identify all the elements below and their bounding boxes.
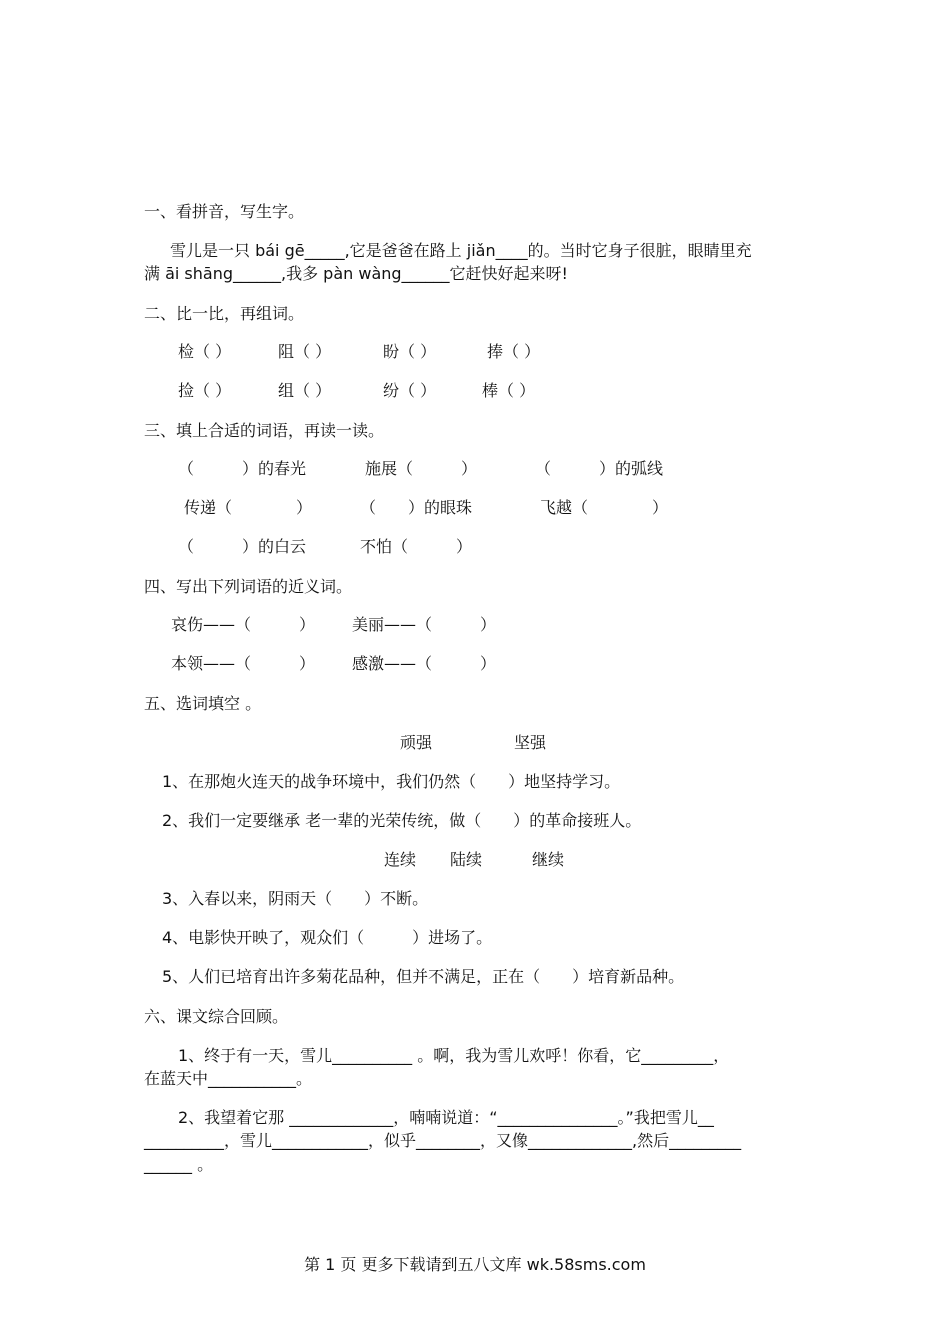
word-choice: 继续 xyxy=(532,850,565,869)
review-2-line-1: 2、我望着它那 _____________，喃喃说道：“_______________。”我把雪儿__ xyxy=(178,1108,714,1127)
section-5-heading: 五、选词填空 。 xyxy=(144,694,262,713)
page-footer: 第 1 页 更多下载请到五八文库 wk.58sms.com xyxy=(304,1255,646,1274)
compare-item: 盼（ ） xyxy=(383,342,437,361)
review-1-line-2: 在蓝天中___________。 xyxy=(144,1069,313,1088)
section-3-heading: 三、填上合适的词语，再读一读。 xyxy=(144,421,385,440)
section-1-line-1: 雪儿是一只 bái gē_____,它是爸爸在路上 jiǎn____的。当时它身子很脏，眼睛里充 xyxy=(170,241,752,260)
compare-item: 捧（ ） xyxy=(487,342,541,361)
section-6-heading: 六、课文综合回顾。 xyxy=(144,1007,289,1026)
word-choice: 连续 xyxy=(384,850,417,869)
fill-phrase: 飞越（ ） xyxy=(540,498,669,517)
question-2: 2、我们一定要继承 老一辈的光荣传统，做（ ）的革命接班人。 xyxy=(162,811,642,830)
word-choice: 顽强 xyxy=(400,733,433,752)
review-2-line-2: __________，雪儿____________，似乎________，又像_____________,然后_________ xyxy=(144,1131,742,1150)
section-4-heading: 四、写出下列词语的近义词。 xyxy=(144,577,353,596)
fill-phrase: （ ）的眼珠 xyxy=(360,498,473,517)
section-1-line-2: 满 āi shāng______,我多 pàn wàng______它赶快好起来呀! xyxy=(144,264,568,283)
fill-phrase: 不怕（ ） xyxy=(360,537,473,556)
fill-phrase: 传递（ ） xyxy=(184,498,313,517)
question-5: 5、人们已培育出许多菊花品种，但并不满足，正在（ ）培育新品种。 xyxy=(162,967,685,986)
compare-item: 捡（ ） xyxy=(178,381,232,400)
section-1-heading: 一、看拼音，写生字。 xyxy=(144,202,305,221)
word-choice: 陆续 xyxy=(450,850,483,869)
synonym-item: 感激——（ ） xyxy=(352,654,497,673)
synonym-item: 美丽——（ ） xyxy=(352,615,497,634)
compare-item: 棒（ ） xyxy=(482,381,536,400)
compare-item: 纷（ ） xyxy=(383,381,437,400)
question-1: 1、在那炮火连天的战争环境中，我们仍然（ ）地坚持学习。 xyxy=(162,772,621,791)
fill-phrase: 施展（ ） xyxy=(365,459,478,478)
word-choice: 坚强 xyxy=(514,733,547,752)
review-2-line-3: ______ 。 xyxy=(144,1155,214,1174)
compare-item: 检（ ） xyxy=(178,342,232,361)
fill-phrase: （ ）的弧线 xyxy=(535,459,664,478)
question-4: 4、电影快开映了，观众们（ ）进场了。 xyxy=(162,928,493,947)
fill-phrase: （ ）的春光 xyxy=(178,459,307,478)
compare-item: 组（ ） xyxy=(278,381,332,400)
synonym-item: 本领——（ ） xyxy=(171,654,316,673)
fill-phrase: （ ）的白云 xyxy=(178,537,307,556)
synonym-item: 哀伤——（ ） xyxy=(171,615,316,634)
review-1-line-1: 1、终于有一天，雪儿__________ 。啊，我为雪儿欢呼！你看，它_________， xyxy=(178,1046,730,1065)
compare-item: 阻（ ） xyxy=(278,342,332,361)
question-3: 3、入春以来，阴雨天（ ）不断。 xyxy=(162,889,429,908)
section-2-heading: 二、比一比，再组词。 xyxy=(144,304,305,323)
